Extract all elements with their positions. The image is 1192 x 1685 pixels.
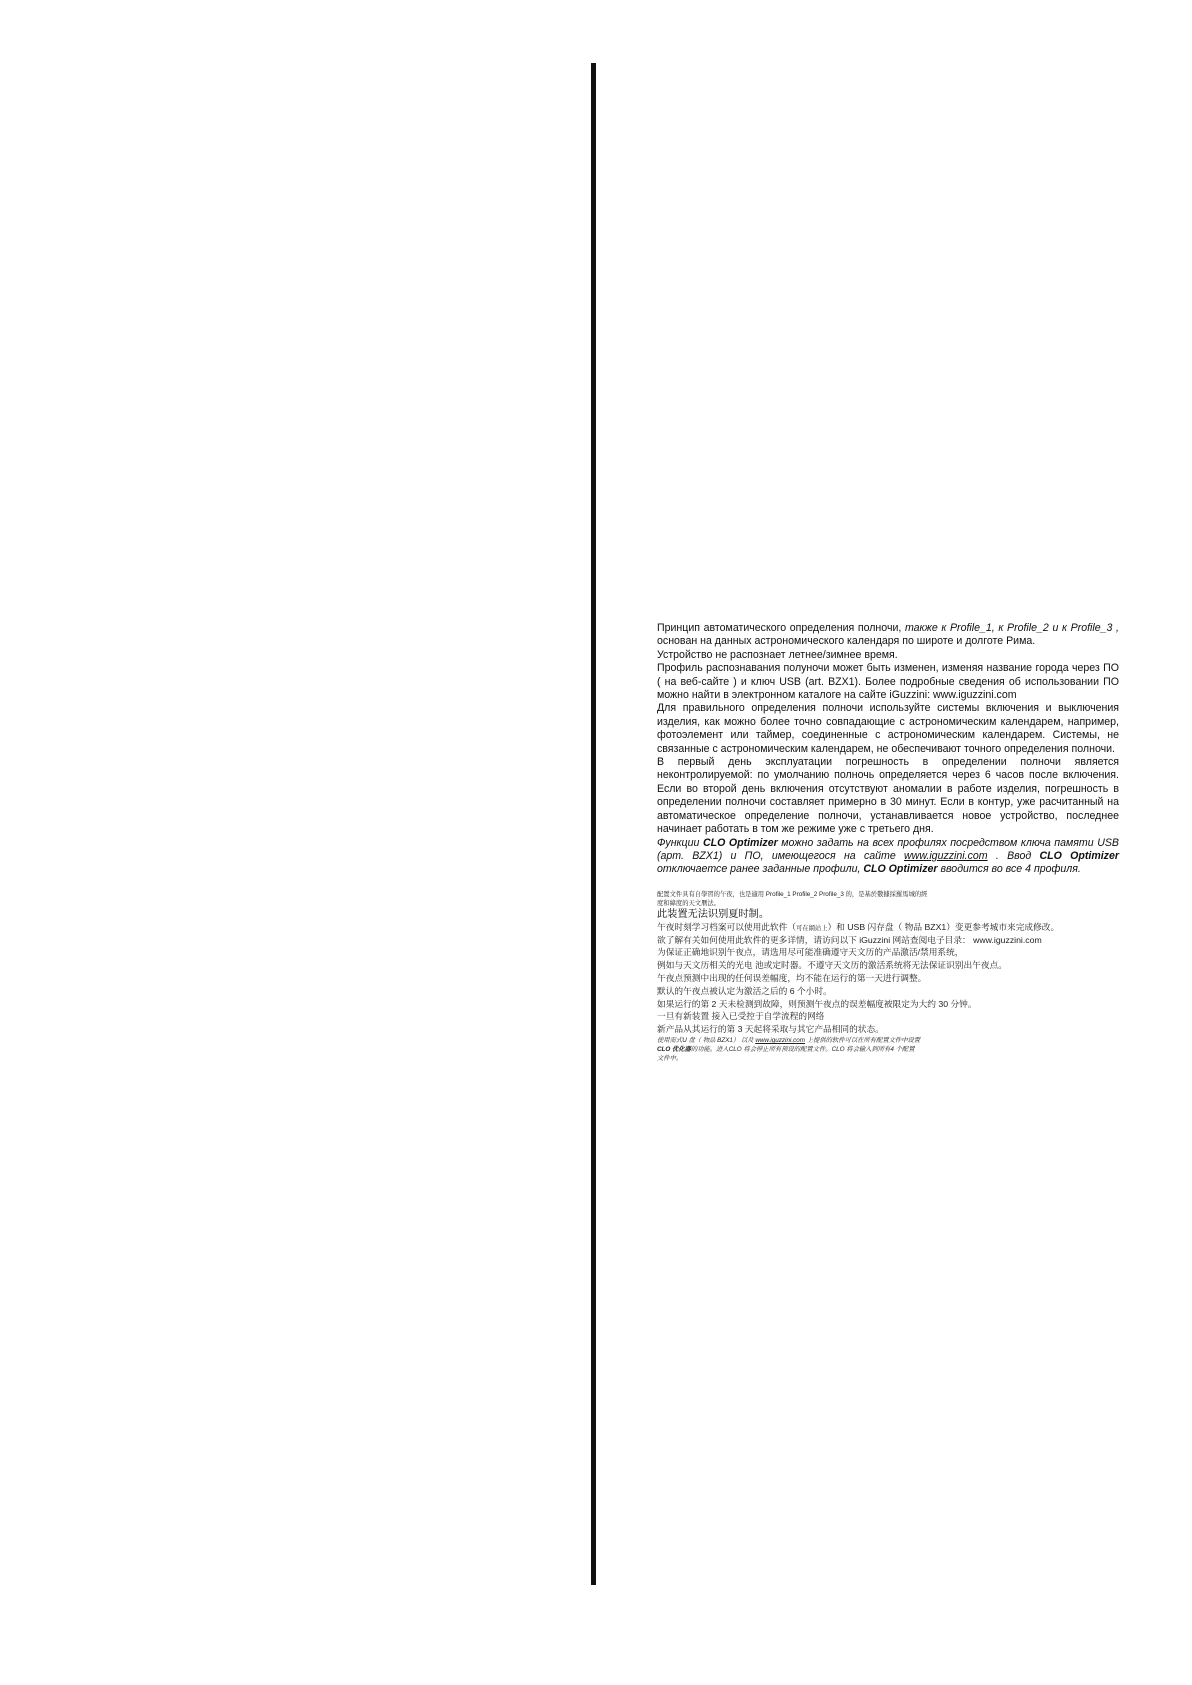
ru-paragraph-4: Для правильного определения полночи используйте системы включения и выключения изделия, как можно более точно совпадающие с астрономическим календарем, например, фотоэлемент или таймер, соединенные с астрономическим календарем. Системы, не связанные с астрономическим календарем, не обеспечивают точного определения полночи. [657, 702, 1119, 755]
chinese-section [657, 890, 1119, 1063]
website-link[interactable]: www.iguzzini.com [904, 849, 988, 862]
ru-paragraph-6: Функции CLO Optimizer можно задать на всех профилях посредством ключа памяти USB (арт. BZX1) и ПО, имеющегося на сайте www.iguzzini.com . Ввод CLO Optimizer отключаетсе ранее заданные профили, CLO Optimizer вводится во все 4 профиля. [657, 836, 1119, 876]
zh-line-10: 如果运行的第 2 天未检测到故障，则预测午夜点的误差幅度被限定为大约 30 分钟。 [657, 998, 977, 1009]
zh-line-15: 文件中。 [657, 1054, 683, 1062]
zh-line-5: 欲了解有关如何使用此软件的更多详情，请访问以下 iGuzzini 网站查阅电子目录： www.iguzzini.com [657, 934, 1042, 945]
ru-paragraph-3: Профиль распознавания полуночи может быть изменен, изменяя название города через ПО ( на веб-сайте ) и ключ USB (art. BZX1). Более подробные сведения об использовании ПО можно найти в электронном каталоге на сайте iGuzzini: www.iguzzini.com [657, 662, 1119, 702]
ru-paragraph-1: Принцип автоматического определения полночи, также к Profile_1, к Profile_2 и к Profile_3 , основан на данных астрономического календаря по широте и долготе Рима. [657, 622, 1119, 648]
zh-line-6: 为保证正确地识别午夜点，请选用尽可能准确遵守天文历的产品激活/禁用系统， [657, 947, 964, 958]
zh-line-2: 度和緯度的天文曆法。 [657, 899, 720, 907]
zh-line-4: 午夜时刻学习档案可以使用此软件（可在網站上）和 USB 闪存盘（ 物品 BZX1）变更参考城市来完成修改。 [657, 921, 1060, 932]
zh-line-1: 配置文件具有自學習的午夜，也是適用 Profile_1 Profile_2 Profile_3 的，是基於數據採羅馬城的經 [657, 890, 928, 898]
zh-line-3: 此装置无法识别夏时制。 [657, 908, 770, 920]
zh-line-13: 使用需式U 盘（ 物品 BZX1） 以及 www.iguzzini.com 上提供的软件可以在所有配置文件中设置 [657, 1036, 921, 1044]
column-divider [591, 63, 596, 1585]
zh-line-8: 午夜点预测中出现的任何误差幅度，均不能在运行的第一天进行调整。 [657, 972, 927, 983]
zh-line-12: 新产品从其运行的第 3 天起将采取与其它产品相同的状态。 [657, 1024, 884, 1035]
zh-line-9: 默认的午夜点被认定为激活之后的 6 个小时。 [657, 985, 832, 996]
website-link-zh[interactable]: www.iguzzini.com [755, 1036, 806, 1044]
zh-line-11: 一旦有新装置 接入已受控于自学流程的网络 [657, 1011, 825, 1022]
russian-section [657, 622, 1119, 877]
ru-paragraph-2: Устройство не распознает летнее/зимнее время. [657, 648, 898, 661]
zh-line-7: 例如与天文历相关的光电 池或定时器。不遵守天文历的激活系统将无法保证识别出午夜点。 [657, 960, 1007, 971]
ru-paragraph-5: В первый день эксплуатации погрешность в определении полночи является неконтролируемой: по умолчанию полночь определяется через 6 часов после включения. Если во второй день включения отсутствуют аномалии в работе изделия, погрешность в определении полночи составляет примерно в 30 минут. Если в контур, уже расчитанный на автоматическое определение полночи, устанавливается новое устройство, последнее начинает работать в том же режиме уже с третьего дня. [657, 756, 1119, 836]
zh-line-14: CLO 优化器的功能。进入CLO 将会停止所有预设的配置文件。CLO 将会输入到所有4 个配置 [657, 1045, 915, 1053]
text-column [657, 622, 1119, 1063]
